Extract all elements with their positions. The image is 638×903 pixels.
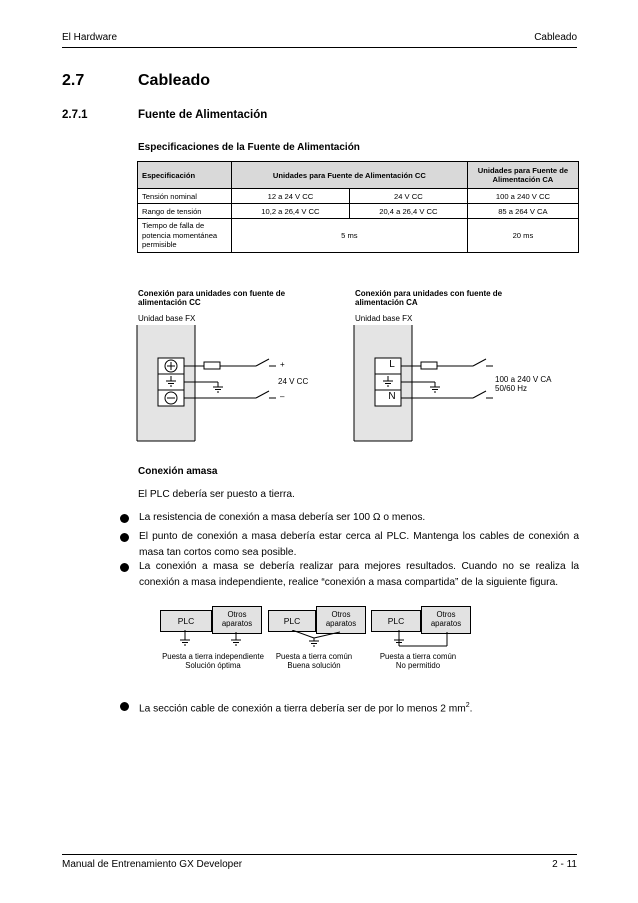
dc-minus-label: – <box>280 392 285 401</box>
other-devices-label: Otros <box>227 610 247 619</box>
ac-voltage-line: 50/60 Hz <box>495 384 528 393</box>
independent-ground-icon <box>156 630 276 652</box>
plc-label: PLC <box>387 616 405 626</box>
dc-plus-label: + <box>280 360 285 369</box>
ground-figures <box>156 606 576 676</box>
table-cell: 20 ms <box>467 219 578 253</box>
fuse-icon <box>421 362 437 369</box>
grounding-intro: El PLC debería ser puesto a tierra. <box>138 489 295 500</box>
switch-icon <box>473 359 486 366</box>
fuse-icon <box>204 362 220 369</box>
superscript: 2 <box>465 702 470 709</box>
plc-label: PLC <box>177 616 195 626</box>
ac-diagram-title-line: Conexión para unidades con fuente de <box>355 289 503 298</box>
bullet-end: . <box>469 703 473 715</box>
table-row <box>138 219 579 253</box>
table-header: Unidades para Fuente de Alimentación CA <box>467 162 578 189</box>
bullet-icon <box>120 533 129 542</box>
ac-diagram-title <box>355 289 502 307</box>
dc-diagram-title <box>138 289 285 307</box>
caption-line: No permitido <box>395 661 441 670</box>
switch-icon <box>256 391 269 398</box>
other-devices-label: aparatos <box>325 619 357 628</box>
table-cell: 12 a 24 V CC <box>231 189 349 204</box>
header-rule <box>62 47 577 48</box>
footer-right: 2 - 11 <box>552 859 577 870</box>
switch-icon <box>473 391 486 398</box>
common-ground-icon <box>268 630 368 652</box>
ac-wiring-diagram <box>353 324 503 444</box>
ac-voltage-line: 100 a 240 V CA <box>495 375 552 384</box>
plc-box <box>268 610 316 632</box>
table-row <box>138 204 579 219</box>
table-cell: Rango de tensión <box>138 204 232 219</box>
table-cell-line: permisible <box>142 240 177 249</box>
header-right: Cableado <box>534 32 577 43</box>
grounding-title: Conexión amasa <box>138 466 218 477</box>
bullet-icon <box>120 514 129 523</box>
plc-box <box>371 610 421 632</box>
dc-diagram-title-line: Conexión para unidades con fuente de <box>138 289 286 298</box>
footer-rule <box>62 854 577 855</box>
table-cell: 20,4 a 26,4 V CC <box>349 204 467 219</box>
table-cell: 24 V CC <box>349 189 467 204</box>
grounding-bullet-3: La conexión a masa se debería realizar para mejores resultados. Cuando no se realiza la conexión a masa independiente, realice “conexión a masa compartida” de la siguiente figura. <box>139 561 579 588</box>
table-cell-line: potencia momentánea <box>142 230 218 240</box>
table-header: Unidades para Fuente de Alimentación CC <box>231 162 467 189</box>
table-cell: Tensión nominal <box>138 189 232 204</box>
ac-terminal-n: N <box>388 391 396 402</box>
caption-line: Puesta a tierra común <box>379 652 457 661</box>
grounding-bullet-1: La resistencia de conexión a masa debería ser 100 Ω o menos. <box>139 512 426 523</box>
other-devices-label: aparatos <box>221 619 253 628</box>
section-title: Cableado <box>138 72 211 89</box>
plc-box <box>160 610 212 632</box>
spec-table <box>137 161 579 253</box>
ac-voltage-label <box>495 375 551 393</box>
table-row <box>138 189 579 204</box>
table-cell: 85 a 264 V CA <box>467 204 578 219</box>
ac-unit-label: Unidad base FX <box>355 314 413 323</box>
footer-left: Manual de Entrenamiento GX Developer <box>62 859 243 870</box>
grounding-bullet-2: El punto de conexión a masa debería estar cerca al PLC. Mantenga los cables de conexión a masa tan cortos como sea posible. <box>139 531 579 558</box>
dc-unit-label: Unidad base FX <box>138 314 196 323</box>
subsection-number: 2.7.1 <box>62 109 88 121</box>
table-cell: 100 a 240 V CC <box>467 189 578 204</box>
table-header: Especificación <box>138 162 232 189</box>
plc-label: PLC <box>283 616 301 626</box>
switch-icon <box>256 359 269 366</box>
caption-line: Solución óptima <box>185 661 241 670</box>
header-left: El Hardware <box>62 32 118 43</box>
bullet-text: La sección cable de conexión a tierra debería ser de por lo menos 2 mm <box>139 703 466 715</box>
ac-diagram-title-line: alimentación CA <box>355 298 418 307</box>
table-cell <box>138 219 232 253</box>
spec-table-caption: Especificaciones de la Fuente de Alimentación <box>138 142 360 153</box>
caption-line: Puesta a tierra independiente <box>162 652 264 661</box>
subsection-title: Fuente de Alimentación <box>138 109 268 121</box>
other-devices-label: aparatos <box>430 619 462 628</box>
bullet-icon <box>120 702 129 711</box>
table-cell: 5 ms <box>231 219 467 253</box>
ac-terminal-l: L <box>389 359 395 370</box>
caption-line: Puesta a tierra común <box>275 652 353 661</box>
grounding-bullet-4 <box>139 698 579 717</box>
bullet-icon <box>120 563 129 572</box>
ground-figure-caption <box>362 652 474 670</box>
ground-figure-caption <box>258 652 370 670</box>
dc-voltage-label: 24 V CC <box>278 377 309 386</box>
not-permitted-ground-icon <box>371 630 481 652</box>
dc-diagram-title-line: alimentación CC <box>138 298 201 307</box>
dc-wiring-diagram <box>136 324 346 444</box>
table-cell-line: Tiempo de falla de <box>142 221 205 230</box>
other-devices-label: Otros <box>331 610 351 619</box>
caption-line: Buena solución <box>287 661 341 670</box>
table-cell: 10,2 a 26,4 V CC <box>231 204 349 219</box>
section-number: 2.7 <box>62 72 85 89</box>
other-devices-label: Otros <box>436 610 456 619</box>
